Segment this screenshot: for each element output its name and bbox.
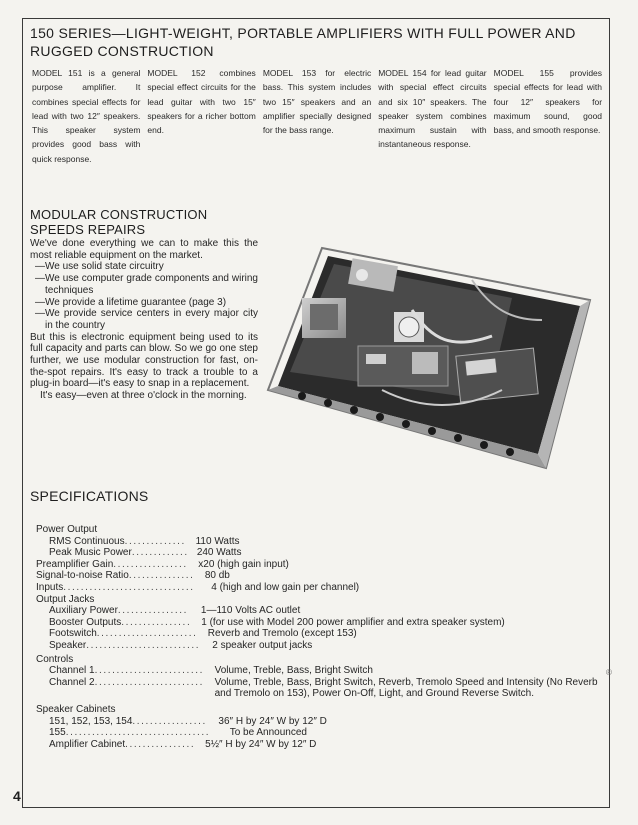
spec-value: 240 Watts	[196, 547, 242, 559]
spec-row	[36, 727, 602, 739]
model-153-description: MODEL 153 for electric bass. This system includes two 15″ speakers and an amplifier specially designed for the bass range.	[262, 68, 372, 136]
modular-body	[30, 238, 258, 402]
spec-value: 1—110 Volts AC outlet	[200, 605, 301, 617]
spec-row	[36, 605, 602, 617]
dot-leader: ...............	[128, 570, 195, 582]
modular-heading-line1: MODULAR CONSTRUCTION	[30, 207, 208, 222]
specifications-list	[36, 524, 602, 750]
specifications-heading: SPECIFICATIONS	[30, 488, 149, 504]
dot-leader: ..........................	[86, 639, 201, 651]
dot-leader: ................	[125, 738, 196, 750]
spec-value: 80 db	[204, 570, 230, 582]
modular-heading	[30, 207, 207, 237]
spec-row	[36, 665, 602, 677]
spec-label: Amplifier Cabinet	[49, 738, 126, 750]
amplifier-chassis-photo	[262, 240, 598, 472]
registered-mark: ®	[606, 668, 612, 677]
output-jacks-label: Output Jacks	[36, 593, 95, 605]
dot-leader: ................	[121, 616, 192, 628]
dot-leader: .................	[113, 558, 188, 570]
spec-value: 110 Watts	[195, 535, 240, 547]
spec-label: Inputs	[36, 581, 64, 593]
spec-value: 2 speaker output jacks	[212, 639, 313, 651]
spec-label: Channel 1	[49, 665, 95, 677]
spec-label: 151, 152, 153, 154	[49, 715, 133, 727]
spec-value: 1 (for use with Model 200 power amplifier and extra speaker system)	[201, 616, 505, 628]
spec-row	[36, 617, 602, 629]
spec-label: Channel 2	[49, 676, 95, 688]
spec-row	[36, 547, 602, 559]
dot-leader: .........................	[94, 676, 205, 688]
dot-leader: .........................	[94, 665, 205, 677]
spec-label: 155	[49, 727, 66, 739]
modular-bullets	[30, 261, 258, 331]
modular-heading-line2: SPEEDS REPAIRS	[30, 222, 146, 237]
spec-value: 4 (high and low gain per channel)	[211, 581, 360, 593]
bullet-item: —We provide service centers in every major city in the country	[35, 308, 258, 331]
model-154-description: MODEL 154 for lead guitar with special effect circuits and six 10″ speakers. The speaker system combines maximum sustain with instantaneous response.	[378, 68, 487, 150]
spec-row	[36, 570, 602, 582]
bullet-item: —We use computer grade components and wiring techniques	[35, 273, 258, 296]
spec-value: Reverb and Tremolo (except 153)	[207, 628, 357, 640]
model-columns	[32, 66, 602, 166]
spec-value: Volume, Treble, Bass, Bright Switch, Reverb, Tremolo Speed and Intensity (No Reverb and Tremolo on 153), Power On-Off, Light, and Ground Reverse Switch.	[214, 676, 598, 700]
power-output-label: Power Output	[36, 524, 98, 535]
modular-closing: It's easy—even at three o'clock in the morning.	[40, 390, 247, 402]
spec-row	[36, 559, 602, 571]
spec-label: RMS Continuous	[49, 535, 125, 547]
spec-label: Footswitch	[49, 628, 97, 640]
spec-label: Signal-to-noise Ratio	[36, 570, 129, 582]
page-number: 4	[13, 788, 21, 804]
spec-row	[36, 677, 602, 700]
dot-leader: .......................	[96, 628, 198, 640]
dot-leader: .............	[131, 547, 189, 559]
spec-value: Volume, Treble, Bass, Bright Switch	[214, 665, 373, 677]
spec-label: Speaker	[49, 639, 87, 651]
speaker-cabinets-label: Speaker Cabinets	[36, 703, 116, 715]
model-152-description: MODEL 152 combines special effect circuits for the lead guitar with two 15″ speakers for a richer bottom end.	[147, 68, 256, 136]
modular-paragraph: But this is electronic equipment being used to its full capacity and parts can blow. So we go one step further, we use modular construction for fast, on-the-spot repairs. It's easy to track a trouble to a plug-in board—it's easy to snap in a replacement.	[30, 331, 258, 390]
spec-label: Peak Music Power	[49, 547, 132, 559]
spec-row	[36, 716, 602, 728]
modular-intro: We've done everything we can to make this the most reliable equipment on the market.	[30, 238, 258, 261]
dot-leader: .................................	[65, 727, 211, 739]
bullet-item: —We provide a lifetime guarantee (page 3)	[35, 296, 227, 308]
spec-value: 5½″ H by 24″ W by 12″ D	[205, 738, 317, 750]
spec-row	[36, 739, 602, 751]
spec-value: 36″ H by 24″ W by 12″ D	[218, 715, 327, 727]
model-151-description: MODEL 151 is a general purpose amplifier. It combines special effects for lead with two 12″ speakers. This speaker system provides good bass with quick response.	[32, 68, 141, 164]
spec-label: Auxiliary Power	[49, 605, 118, 617]
bullet-item: —We use solid state circuitry	[35, 261, 164, 273]
model-155-description: MODEL 155 provides special effects for lead with four 12″ speakers for maximum sound, good bass, and smooth response.	[493, 68, 603, 136]
spec-value: To be Announced	[229, 727, 307, 739]
dot-leader: .................	[132, 715, 207, 727]
dot-leader: ..............................	[63, 581, 195, 593]
spec-row	[36, 582, 602, 594]
spec-label: Preamplifier Gain	[36, 558, 114, 570]
dot-leader: ................	[117, 605, 188, 617]
controls-label: Controls	[36, 653, 74, 665]
spec-value: x20 (high gain input)	[198, 558, 289, 570]
spec-row	[36, 640, 602, 652]
spec-row	[36, 536, 602, 548]
page-title: 150 SERIES—LIGHT-WEIGHT, PORTABLE AMPLIFIERS WITH FULL POWER AND RUGGED CONSTRUCTION	[30, 25, 576, 59]
spec-row	[36, 628, 602, 640]
spec-label: Booster Outputs	[49, 616, 122, 628]
dot-leader: ..............	[124, 535, 186, 547]
